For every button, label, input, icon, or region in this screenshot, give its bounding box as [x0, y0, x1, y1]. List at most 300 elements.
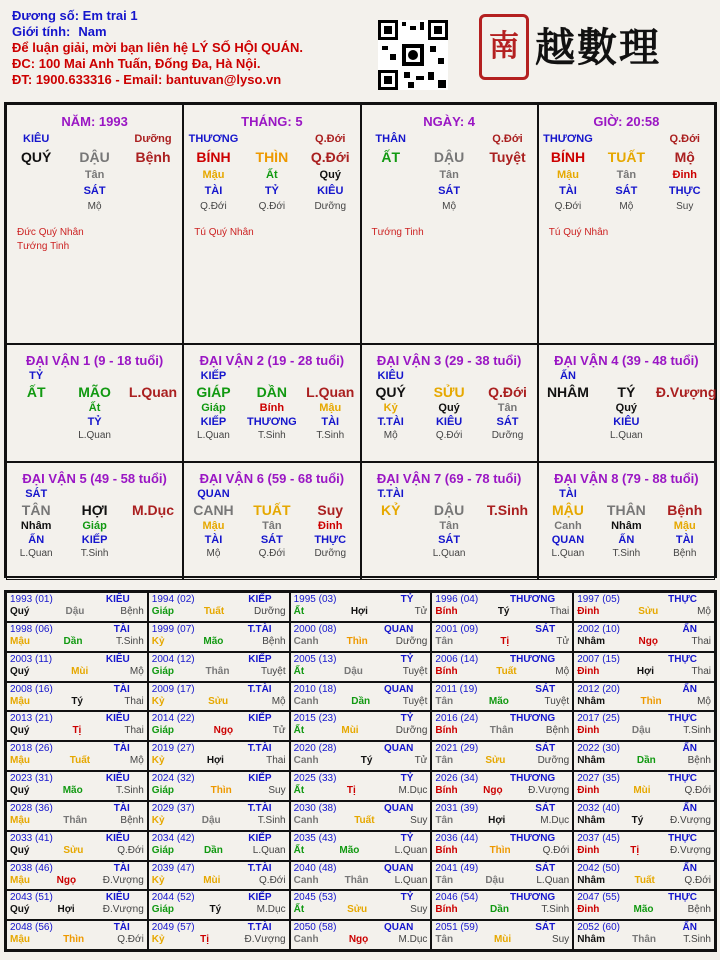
year-value: Nhâm [577, 934, 605, 946]
hidden-star-row [184, 185, 359, 197]
year-head [10, 773, 144, 785]
year-value: Thìn [63, 934, 85, 946]
dai-van-stem-row [539, 502, 714, 518]
dai-van-1 [6, 344, 183, 462]
year-cell [148, 741, 290, 771]
year-star: TÀI [113, 743, 130, 755]
year-value: Tuất [69, 755, 91, 767]
dai-van-stem-row-item: Đ.Vượng [655, 384, 717, 400]
year-star: TÀI [113, 862, 130, 874]
year-body [152, 785, 286, 797]
year-value: Bính [435, 904, 458, 916]
year-body [577, 904, 711, 916]
year-head [152, 803, 286, 815]
year-cell [431, 890, 573, 920]
pillar-1 [183, 104, 360, 344]
year-value: Mậu [10, 934, 30, 946]
cell-text [301, 488, 359, 500]
year-cell [148, 711, 290, 741]
year-cell [573, 890, 715, 920]
year-star: SÁT [535, 623, 556, 635]
year-cell [573, 861, 715, 891]
year-body [435, 815, 569, 827]
year-label: 1996 (04) [435, 594, 479, 605]
brand-title: 越數理 [535, 24, 661, 71]
year-cell [573, 682, 715, 712]
year-value: M.Dục [540, 814, 570, 826]
year-value: Ất [293, 665, 305, 677]
hidden-phase-row-item [362, 201, 420, 212]
year-star: T.TÀI [247, 862, 272, 874]
year-cell [6, 711, 148, 741]
hidden-star-row-item [539, 416, 597, 428]
year-value: Bính [435, 844, 458, 856]
year-label: 2048 (56) [10, 922, 53, 934]
gender-line [12, 24, 303, 40]
hidden-star-row-item: SÁT [260, 534, 283, 546]
pillar-notes [549, 226, 714, 240]
year-body [10, 875, 144, 887]
hidden-stem-row-item: Nhâm [20, 520, 52, 532]
pillar-star-row [7, 133, 182, 145]
year-body [577, 845, 711, 857]
cell-text [420, 488, 478, 500]
year-head [152, 654, 286, 666]
year-star: KIÊU [105, 832, 130, 844]
dai-van-7 [361, 462, 538, 580]
year-value: Q.Đới [259, 874, 286, 886]
hidden-star-row-item: TỶ [264, 185, 279, 197]
year-head [435, 684, 569, 696]
year-value: Dưỡng [395, 635, 428, 647]
year-body [152, 606, 286, 618]
year-label: 2045 (53) [293, 892, 337, 904]
dai-van-stem-row-item: KỶ [380, 502, 401, 518]
year-label: 2038 (46) [10, 862, 53, 874]
year-value: Tị [346, 785, 356, 796]
hidden-star-row-item [479, 534, 537, 546]
address-line: ĐC: 100 Mai Anh Tuấn, Đống Đa, Hà Nội. [12, 56, 261, 71]
year-head [294, 654, 428, 666]
gender-value: Nam [78, 24, 107, 39]
year-value: Đinh [577, 725, 600, 737]
year-cell [573, 652, 715, 682]
note: Tú Quý Nhân [548, 227, 609, 238]
year-label: 2029 (37) [151, 802, 195, 814]
year-head [10, 654, 144, 666]
year-cell [431, 682, 573, 712]
year-body [10, 845, 144, 857]
hidden-stem-row-item: Đinh [672, 169, 697, 181]
year-head [577, 773, 711, 785]
year-star: SÁT [535, 922, 556, 934]
year-body [294, 606, 428, 618]
year-star: T.TÀI [247, 922, 272, 934]
year-value: Thân [632, 934, 657, 946]
year-value: Kỷ [151, 874, 165, 886]
pillar-title: NĂM: 1993 [61, 114, 128, 129]
hidden-phase-row-item [656, 430, 714, 441]
cell-text [124, 370, 182, 382]
dai-van-6 [183, 462, 360, 580]
hidden-phase-row-item: Dưỡng [491, 430, 524, 441]
year-value: Dậu [631, 725, 651, 737]
hidden-stem-row-item: Quý [615, 402, 638, 414]
hidden-stem-row [362, 402, 537, 414]
pillar-stem-row-item: Q.Đới [310, 149, 350, 165]
year-value: Giáp [151, 904, 175, 916]
hidden-star-row-item [362, 185, 420, 197]
year-value: Tử [272, 725, 286, 737]
year-body [435, 934, 569, 946]
year-label: 2035 (43) [293, 832, 337, 844]
hidden-phase-row-item: Q.Đới [200, 201, 227, 212]
hidden-phase-row [539, 201, 714, 212]
year-value: Mùi [633, 785, 651, 796]
year-label: 2003 (11) [10, 653, 53, 665]
hidden-phase-row-item: T.Sinh [316, 430, 345, 441]
pillar-star-row-item [243, 133, 301, 145]
hidden-phase-row [362, 430, 537, 441]
header-info [12, 8, 303, 88]
year-head [577, 624, 711, 636]
hidden-stem-row-item: Mậu [202, 169, 225, 181]
hidden-phase-row [362, 548, 537, 559]
year-value: Đinh [577, 904, 600, 916]
dai-van-8 [538, 462, 715, 580]
year-value: Kỷ [151, 635, 165, 647]
year-cell [431, 592, 573, 622]
dai-van-star: SÁT [25, 488, 48, 500]
dai-van-stem-row-item: NHÂM [546, 384, 589, 400]
year-value: Kỷ [151, 695, 165, 707]
pillar-stem-row-item: Bệnh [135, 149, 171, 165]
year-star: KIẾP [248, 653, 272, 665]
dai-van-stem-row [539, 384, 717, 400]
hidden-stem-row [7, 169, 182, 181]
year-body [435, 606, 569, 618]
year-value: Bính [435, 725, 458, 737]
year-body [10, 815, 144, 827]
year-label: 2026 (34) [435, 773, 479, 784]
year-value: Nhâm [577, 695, 605, 707]
year-label: 2015 (23) [293, 713, 337, 725]
hidden-phase-row-item: Suy [676, 201, 694, 212]
year-star: THƯƠNG [510, 892, 556, 904]
year-body [152, 904, 286, 916]
year-cell [148, 890, 290, 920]
year-value: Ất [293, 904, 305, 916]
hidden-star-row [539, 416, 714, 428]
year-head [10, 624, 144, 636]
hidden-phase-row [7, 430, 182, 441]
year-value: Thìn [346, 635, 368, 647]
pillar-notes [17, 226, 182, 254]
dai-van-stem-row-item: MÃO [78, 384, 111, 400]
year-star: THƯƠNG [510, 594, 556, 605]
year-cell [6, 682, 148, 712]
year-head [435, 654, 569, 666]
year-value: Sửu [638, 606, 659, 617]
year-label: 2013 (21) [10, 713, 53, 725]
year-value: Thai [124, 725, 144, 737]
year-body [577, 666, 711, 678]
hidden-stem-row-item [479, 169, 537, 181]
year-head [294, 624, 428, 636]
year-label: 2005 (13) [293, 653, 337, 665]
year-value: Tân [435, 635, 454, 647]
hidden-star-row-item: KIÊU [613, 416, 640, 428]
hidden-stem-row-item: Ất [266, 169, 278, 181]
year-value: M.Dục [398, 785, 428, 796]
note: Tướng Tinh [17, 241, 70, 252]
hidden-star-row-item: ẤN [618, 534, 635, 546]
hidden-star-row [7, 185, 182, 197]
year-cell [573, 622, 715, 652]
year-value: Kỷ [151, 814, 165, 826]
year-head [435, 773, 569, 785]
dai-van-stem-row-item: DẦN [256, 384, 288, 400]
year-value: L.Quan [394, 874, 428, 886]
year-value: Thìn [489, 844, 511, 856]
dai-van-stem-row-item: SỬU [433, 384, 465, 400]
dai-van-star-row [539, 488, 714, 500]
year-body [577, 785, 711, 797]
year-head [10, 892, 144, 904]
year-body [10, 606, 144, 618]
cell-text [420, 370, 478, 382]
year-star: QUAN [383, 862, 414, 874]
dai-van-star: T.TÀI [377, 488, 404, 500]
hidden-star-row [7, 416, 182, 428]
year-label: 2007 (15) [577, 653, 620, 665]
hidden-star-row-item: ẤN [28, 534, 45, 546]
year-body [435, 666, 569, 678]
year-value: Mão [633, 904, 654, 916]
hidden-star-row-item: TÀI [675, 534, 694, 546]
hidden-phase-row [539, 430, 714, 441]
year-value: Thìn [210, 785, 232, 796]
year-cell [431, 801, 573, 831]
year-value: Sửu [485, 755, 506, 767]
year-cell [290, 622, 432, 652]
year-body [577, 606, 711, 618]
hidden-phase-row-item [479, 201, 537, 212]
year-head [577, 594, 711, 606]
pillar-star-row-item: THƯƠNG [543, 133, 593, 145]
year-star: SÁT [535, 743, 556, 755]
year-value: Mùi [493, 934, 512, 946]
pillar-title: GIỜ: 20:58 [593, 114, 660, 129]
year-value: Suy [551, 934, 570, 946]
year-value: Tân [435, 695, 454, 707]
dai-van-stem-row-item: QUÝ [375, 384, 406, 400]
year-value: Kỷ [151, 755, 165, 767]
year-body [294, 815, 428, 827]
year-value: Sửu [63, 844, 84, 856]
year-body [152, 845, 286, 857]
hidden-phase-row-item: L.Quan [78, 430, 111, 441]
year-head [10, 743, 144, 755]
year-label: 2019 (27) [151, 743, 195, 755]
year-value: Mão [62, 785, 83, 796]
year-value: Giáp [151, 785, 175, 796]
hidden-star-row-item: SÁT [438, 185, 461, 197]
year-label: 2030 (38) [293, 802, 337, 814]
year-star: THƯƠNG [510, 832, 556, 844]
pillar-stem-row [362, 149, 537, 165]
year-cell [573, 831, 715, 861]
hidden-stem-row [539, 169, 714, 181]
year-star: ẤN [682, 623, 697, 635]
year-body [152, 934, 286, 946]
dai-van-5 [6, 462, 183, 580]
qr-code-icon [378, 20, 448, 90]
year-value: Bính [435, 665, 458, 677]
year-cell [290, 771, 432, 801]
year-value: Mộ [555, 665, 570, 677]
year-value: Sửu [208, 695, 229, 707]
year-star: THỰC [668, 892, 697, 904]
year-body [435, 636, 569, 648]
dai-van-stem-row-item: Q.Đới [488, 384, 527, 400]
hidden-stem-row-item: Giáp [82, 520, 107, 532]
hidden-stem-row-item: Tân [497, 402, 518, 414]
pillar-stem-row-item: TUẤT [607, 149, 646, 165]
year-star: SÁT [535, 683, 556, 695]
year-cell [431, 711, 573, 741]
year-cell [6, 831, 148, 861]
pillar-star-row-item [420, 133, 478, 145]
dai-van-star-row [7, 488, 182, 500]
dai-van-stem-row-item: L.Quan [128, 384, 178, 400]
cell-text [66, 370, 124, 382]
hidden-stem-row [362, 520, 537, 532]
year-value: Tý [497, 606, 510, 617]
year-value: Tị [72, 725, 82, 737]
year-star: TÀI [113, 683, 130, 695]
hidden-star-row-item [479, 185, 537, 197]
year-value: Đ.Vượng [102, 904, 144, 916]
year-value: Thân [205, 665, 230, 677]
year-body [152, 875, 286, 887]
hidden-stem-row-item: Canh [554, 520, 582, 532]
year-value: Dần [63, 635, 83, 647]
pillar-star-row-item [597, 133, 655, 145]
year-value: Nhâm [577, 874, 605, 886]
year-value: Canh [293, 635, 319, 647]
year-value: Hợi [350, 606, 368, 617]
year-value: Canh [293, 874, 319, 886]
year-cell [290, 831, 432, 861]
year-cell [148, 592, 290, 622]
year-value: Mộ [697, 695, 711, 707]
year-value: Kỷ [151, 934, 165, 946]
year-label: 2023 (31) [10, 773, 53, 784]
hidden-stem-row [184, 520, 359, 532]
year-head [10, 594, 144, 606]
year-value: Dậu [201, 814, 221, 826]
year-label: 1999 (07) [151, 623, 195, 635]
year-cell [6, 592, 148, 622]
year-value: Tị [630, 844, 640, 856]
year-cell [431, 741, 573, 771]
pillar-star-row-item: Q.Đới [669, 133, 700, 145]
year-value: Q.Đới [117, 934, 144, 946]
year-value: Mậu [10, 874, 30, 886]
hidden-phase-row-item: Mộ [442, 201, 457, 212]
year-star: T.TÀI [247, 743, 272, 755]
year-value: Giáp [151, 606, 175, 617]
year-value: L.Quan [536, 874, 570, 886]
hidden-stem-row-item: Nhâm [611, 520, 642, 532]
pillar-star-row-item: Q.Đới [492, 133, 523, 145]
cell-text [243, 488, 301, 500]
dai-van-stem-row [7, 502, 182, 518]
year-cell [6, 771, 148, 801]
year-head [152, 892, 286, 904]
hidden-star-row-item: THỰC [314, 534, 347, 546]
pillar-stem-row-item: ẤT [381, 149, 401, 165]
year-head [10, 803, 144, 815]
year-cell [290, 652, 432, 682]
year-star: T.TÀI [247, 802, 272, 814]
dai-van-stem-row-item: THÂN [606, 502, 646, 518]
year-head [294, 713, 428, 725]
year-cell [148, 652, 290, 682]
year-body [294, 666, 428, 678]
hidden-phase-row-item: L.Quan [432, 548, 466, 559]
year-label: 2006 (14) [435, 653, 479, 665]
year-value: Giáp [151, 844, 175, 856]
year-value: Thân [344, 874, 369, 886]
year-body [435, 875, 569, 887]
year-label: 2022 (30) [577, 743, 620, 755]
year-value: Mộ [271, 695, 286, 707]
year-value: Thìn [640, 695, 662, 707]
year-head [577, 922, 711, 934]
year-value: Q.Đới [684, 874, 711, 886]
hidden-star-row-item: THỰC [668, 185, 701, 197]
year-body [294, 755, 428, 767]
hidden-phase-row-item: Dưỡng [314, 201, 347, 212]
year-cell [290, 711, 432, 741]
year-body [577, 815, 711, 827]
year-value: Tý [71, 695, 83, 707]
year-star: ẤN [682, 922, 697, 934]
year-value: Mậu [10, 695, 30, 707]
hidden-stem-row [539, 520, 714, 532]
year-head [577, 863, 711, 875]
year-label: 2052 (60) [577, 922, 620, 934]
year-star: KIẾP [248, 832, 272, 844]
year-body [294, 934, 428, 946]
pillar-star-row [539, 133, 714, 145]
dai-van-stem-row-item: Suy [317, 502, 344, 518]
hidden-star-row [362, 416, 537, 428]
year-value: Tý [360, 755, 373, 767]
dai-van-title: ĐẠI VẬN 7 (69 - 78 tuổi) [376, 471, 522, 486]
year-value: Đ.Vượng [244, 934, 286, 946]
year-body [435, 696, 569, 708]
year-body [577, 696, 711, 708]
year-head [294, 743, 428, 755]
hidden-phase-row-item: L.Quan [609, 430, 643, 441]
year-label: 2051 (59) [435, 922, 479, 934]
year-value: L.Quan [394, 844, 428, 856]
year-cell [573, 920, 715, 950]
hidden-phase-row-item: Mộ [383, 430, 398, 441]
